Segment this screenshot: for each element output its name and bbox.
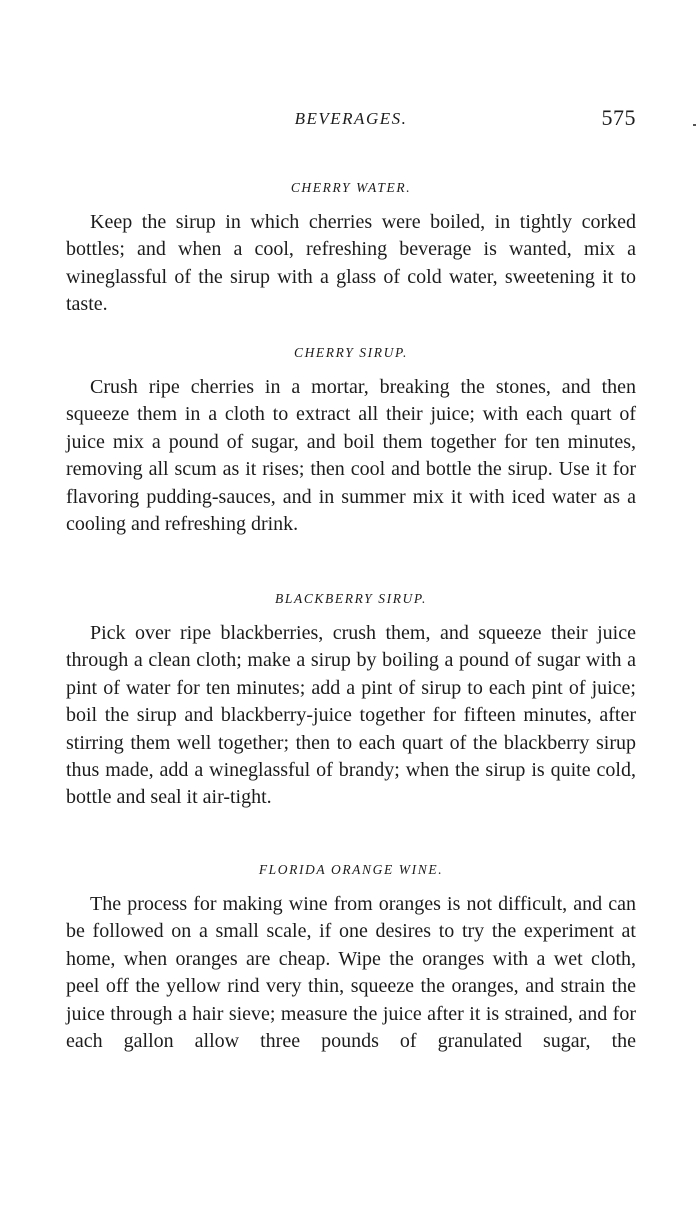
section-paragraph: Keep the sirup in which cherries were boiled, in tightly corked bottles; and when a cool, refreshing beverage is wanted, mix a wineglassful of the sirup with a glass of cold water, sweetening it to taste. — [66, 211, 636, 316]
section-heading: CHERRY SIRUP. — [293, 345, 409, 360]
running-title: BEVERAGES. — [294, 109, 408, 128]
section-heading: FLORIDA ORANGE WINE. — [258, 862, 444, 877]
page-number: 575 — [601, 105, 636, 130]
section-blackberry-sirup — [66, 591, 636, 812]
section-florida-orange-wine — [66, 862, 636, 1055]
section-cherry-sirup — [66, 345, 636, 538]
page-edge-mark — [693, 124, 696, 126]
section-paragraph: Crush ripe cherries in a mortar, breaking the stones, and then squeeze them in a cloth to extract all their juice; with each quart of juice mix a pound of sugar, and boil them together for ten minutes, removing all scum as it rises; then cool and bottle the sirup. Use it for flavoring pudding-sauces, and in summer mix it with iced water as a cooling and refreshing drink. — [66, 376, 636, 536]
section-heading: CHERRY WATER. — [290, 180, 412, 195]
section-heading: BLACKBERRY SIRUP. — [275, 591, 427, 606]
section-paragraph: Pick over ripe blackberries, crush them, and squeeze their juice through a clean cloth; make a sirup by boiling a pound of sugar with a pint of water for ten minutes; add a pint of sirup to each pint of juice; boil the sirup and blackberry-juice together for fifteen minutes, after stirring them well together; then to each quart of the blackberry sirup thus made, add a wineglassful of brandy; when the sirup is quite cold, bottle and seal it air-tight. — [66, 622, 636, 809]
running-head — [66, 105, 636, 135]
section-cherry-water — [66, 180, 636, 319]
section-paragraph: The process for making wine from oranges is not difficult, and can be followed on a small scale, if one desires to try the experiment at home, when oranges are cheap. Wipe the oranges with a wet cloth, peel off the yellow rind very thin, squeeze the oranges, and strain the juice through a hair sieve; measure the juice after it is strained, and for each gallon allow three pounds of granulated sugar, the — [66, 893, 636, 1053]
